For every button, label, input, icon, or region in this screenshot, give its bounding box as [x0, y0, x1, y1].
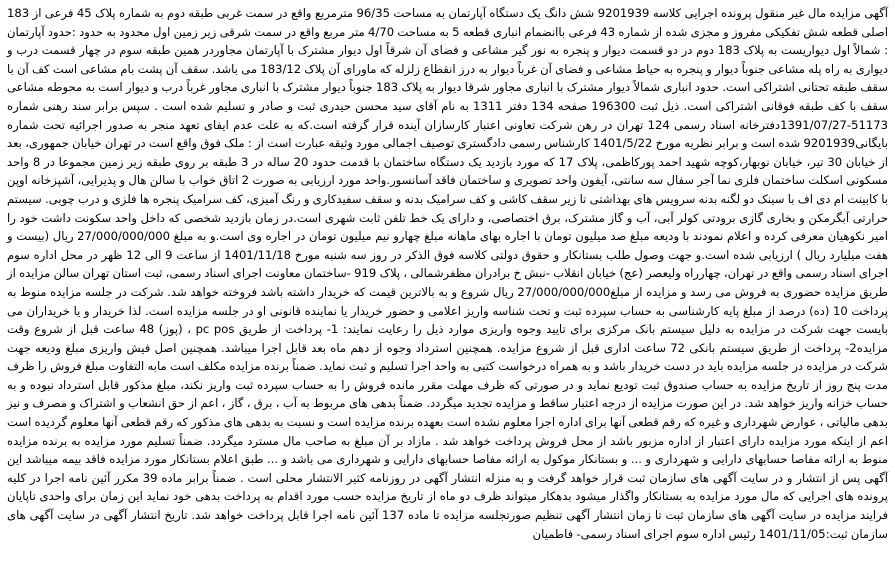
auction-notice-text: آگهی مزایده مال غیر منقول پرونده اجرایی کلاسه 9201939 شش دانگ یک دستگاه آپارتمان به مساحت 96/35 مترمربع واقع در سمت غربی طبقه دوم به شماره پلاک 45 فرعی از 183 اصلی قطعه شش تفکیکی مفروز و مجزی شده از شماره 43 فرعی باانضمام انباری قطعه 5 به مساحت 4/70 متر مربع واقع در سمت شرقی زیر زمین اول محدود به حدود :حدود آپارتمان : شمالاً اول دیواریست به پلاک 183 دوم در دو قسمت دیوار و پنجره به نور گیر مشاعی و فضای آن شرقاً اول دیوار مشترک با آپارتمان مجاوردر همین طبقه سوم در چهار قسمت درب و دیواری به راه پله مشاعی جنوباً دیوار و پنجره به حیاط مشاعی و فضای آن غرباً دیوار به درز انقطاع زلزله که ماورای آن پلاک 183/12 می باشد. سقف آن پشت بام مشاعی است کف آن با سقف طبقه تحتانی اشتراکی است. حدود انباری شمالاً دیوار مشترک با انباری مجاور شرقا دیوار به پلاک 183 جنوباً دیوار مشترک با انباری مجاور غرباً درب و دیوار است به محوطه مشاعی سقف با کف طبقه فوقانی اشتراکی است. ذیل ثبت 196300 صفحه 134 دفتر 1311 به نام آقای سید محسن حیدری ثبت و صادر و تسلیم شده است . سپس برابر سند رهنی شماره 51173-1391/07/27دفترخانه اسناد رسمی 124 تهران در رهن شرکت تعاونی اعتبار کارسازان آینده قرار گرفته است.که به علت عدم ایفای تعهد منجر به صدور اجرائیه تحت شماره بایگانی9201939 شده است و برابر نظریه مورخ 1401/5/22 کارشناس رسمی دادگستری توصیف اجمالی مورد وثیقه عبارت است از : ملک فوق واقع است در تهران خیابان جمهوری، بعد از خیابان 30 تیر، خیابان نوبهار،کوچه شهید احمد پورکاظمی، پلاک 17 که مورد بازدید یک دستگاه ساختمان با قدمت حدود 20 ساله در 3 طبقه بر روی طبقه زیر زمین مجموعا در 8 واحد مسکونی اسکلت ساختمان فلزی نما آجر سفال سه سانتی، آیفون واحد تصویری و ساختمان فاقد آسانسور.واحد مورد ارزیابی به صورت 2 اتاق خواب با سالن هال و پذیرایی، آشپزخانه اوپن با کابینت ام دی اف با سینک دو لگنه بدنه سرویس های بهداشتی تا زیر سقف کاشی و کف سرامیک بدنه و سقف سفیدکاری و رنگ آمیزی، کف سرامیک پنجره ها فلزی و درب چوبی. سیستم حرارتی آبگرمکن و بخاری گازی برودتی کولر آبی، آب و گاز مشترک، برق اختصاصی، و دارای یک خط تلفن ثابت شهری است.در زمان بازدید شخصی که داخل واحد سکونت داشت خود را امیر نکوهیان معرفی کرده و اعلام نمودند با ودیعه مبلغ صد میلیون تومان با اجاره بهای ماهانه مبلغ چهارو نیم میلیون تومان در اجاره وی است.و به مبلغ 27/000/000/000 ریال (بیست و هفت میلیارد ریال ) ارزیابی شده است.و جهت وصول طلب بستانکار و حقوق دولتی کلاسه فوق الذکر در روز سه شنبه مورخ 1401/11/18 از ساعت 9 الی 12 ظهر در محل اداره سوم اجرای اسناد رسمی واقع در تهران، چهارراه ولیعصر (عج) خیابان انقلاب -نبش خ برادران مظفرشمالی ، پلاک 919 -ساختمان معاونت اجرای اسناد رسمی، ثبت استان تهران سالن مزایده از طریق مزایده حضوری به فروش می رسد و مزایده از مبلغ27/000/000/000 ریال شروع و به بالاترین قیمت که خریدار داشته باشد فروخته خواهد شد. شرکت در جلسه مزایده منوط به پرداخت 10 (ده) درصد از مبلغ پایه کارشناسی به حساب سپرده ثبت و تحت شناسه واریز اعلامی و حضور خریدار یا نماینده قانونی او در جلسه مزایده است. لذا خریدار و یا خریداران می بایست جهت شرکت در مزایده به دلیل سیستم بانک مرکزی برای تایید وجوه واریزی موارد ذیل را رعایت نمایند: 1- پرداخت از طریق pc pos ، (پوز) 48 ساعت قبل از شروع وقت مزایده2- پرداخت از طریق سیستم بانکی 72 ساعت اداری قبل از شروع مزایده. همچنین استرداد وجوه از دهم ماه بعد قابل اجرا میباشد. همچنین اصل فیش واریزی مبلغ ودیعه جهت شرکت در مزایده در جلسه مزایده باید در دست خریدار باشد و به همراه درخواست کتبی به واحد اجرا تسلیم و ثبت نماید. ضمناً برنده مزایده مکلف است مابه التفاوت مبلغ فروش را ظرف مدت پنج روز از تاریخ مزایده به حساب صندوق ثبت تودیع نماید و در صورتی که ظرف مهلت مقرر مانده فروش را به حساب سپرده ثبت واریز نکند، مبلغ مذکور قابل استرداد نبوده و به حساب خزانه واریز خواهد شد. در این صورت مزایده از درجه اعتبار ساقط و مزایده تجدید میگردد. ضمناً بدهی های مربوط به آب ، برق ، گاز ، اعم از حق انشعاب و اشتراک و مصرف و نیز بدهی مالیاتی ، عوارض شهرداری و غیره که رقم قطعی آنها برای اداره اجرا معلوم نشده است بعهده برنده مزایده است و نسبت به بدهی های مذکور که رقم قطعی آنها معلوم گردیده است اعم از اینکه مورد مزایده دارای اعتبار از اداره مزبور باشد از محل فروش پرداخت خواهد شد . مازاد بر آن مبلغ به صاحب مال مسترد میگردد. ضمناً تسلیم مورد مزایده به برنده مزایده منوط به ارائه مفاصا حسابهای دارایی و شهرداری و ... و بستانکار موکول به ارائه مفاصا حسابهای دارایی و شهرداری می باشد و ... طبق اعلام بستانکار مورد مزایده فاقد بیمه میباشد این آگهی پس از انتشار و در سایت آگهی های سازمان ثبت قرار خواهد گرفت و به منزله انتشار آگهی در روزنامه کثیر الانتشار محلی است . ضمناً برابر ماده 39 مکرر آئین نامه اجرا در کلیه پرونده های اجرایی که مال مورد مزایده به بستانکار واگذار میشود بدهکار میتواند ظرف دو ماه از تاریخ مزایده حسب مورد اقدام به پرداخت بدهی خود نماید این زمان برای واحدی تاپایان فرایند مزایده در سایت آگهی های سازمان ثبت تا زمان انتشار آگهی تنظیم صورتجلسه مزایده تا ماده 137 آئین نامه اجرا قابل پرداخت خواهد شد. تاریخ انتشار آگهی در سایت آگهی های سازمان ثبت:1401/11/05 رئیس اداره سوم اجرای اسناد رسمی- فاطمیان	[0, 0, 895, 571]
